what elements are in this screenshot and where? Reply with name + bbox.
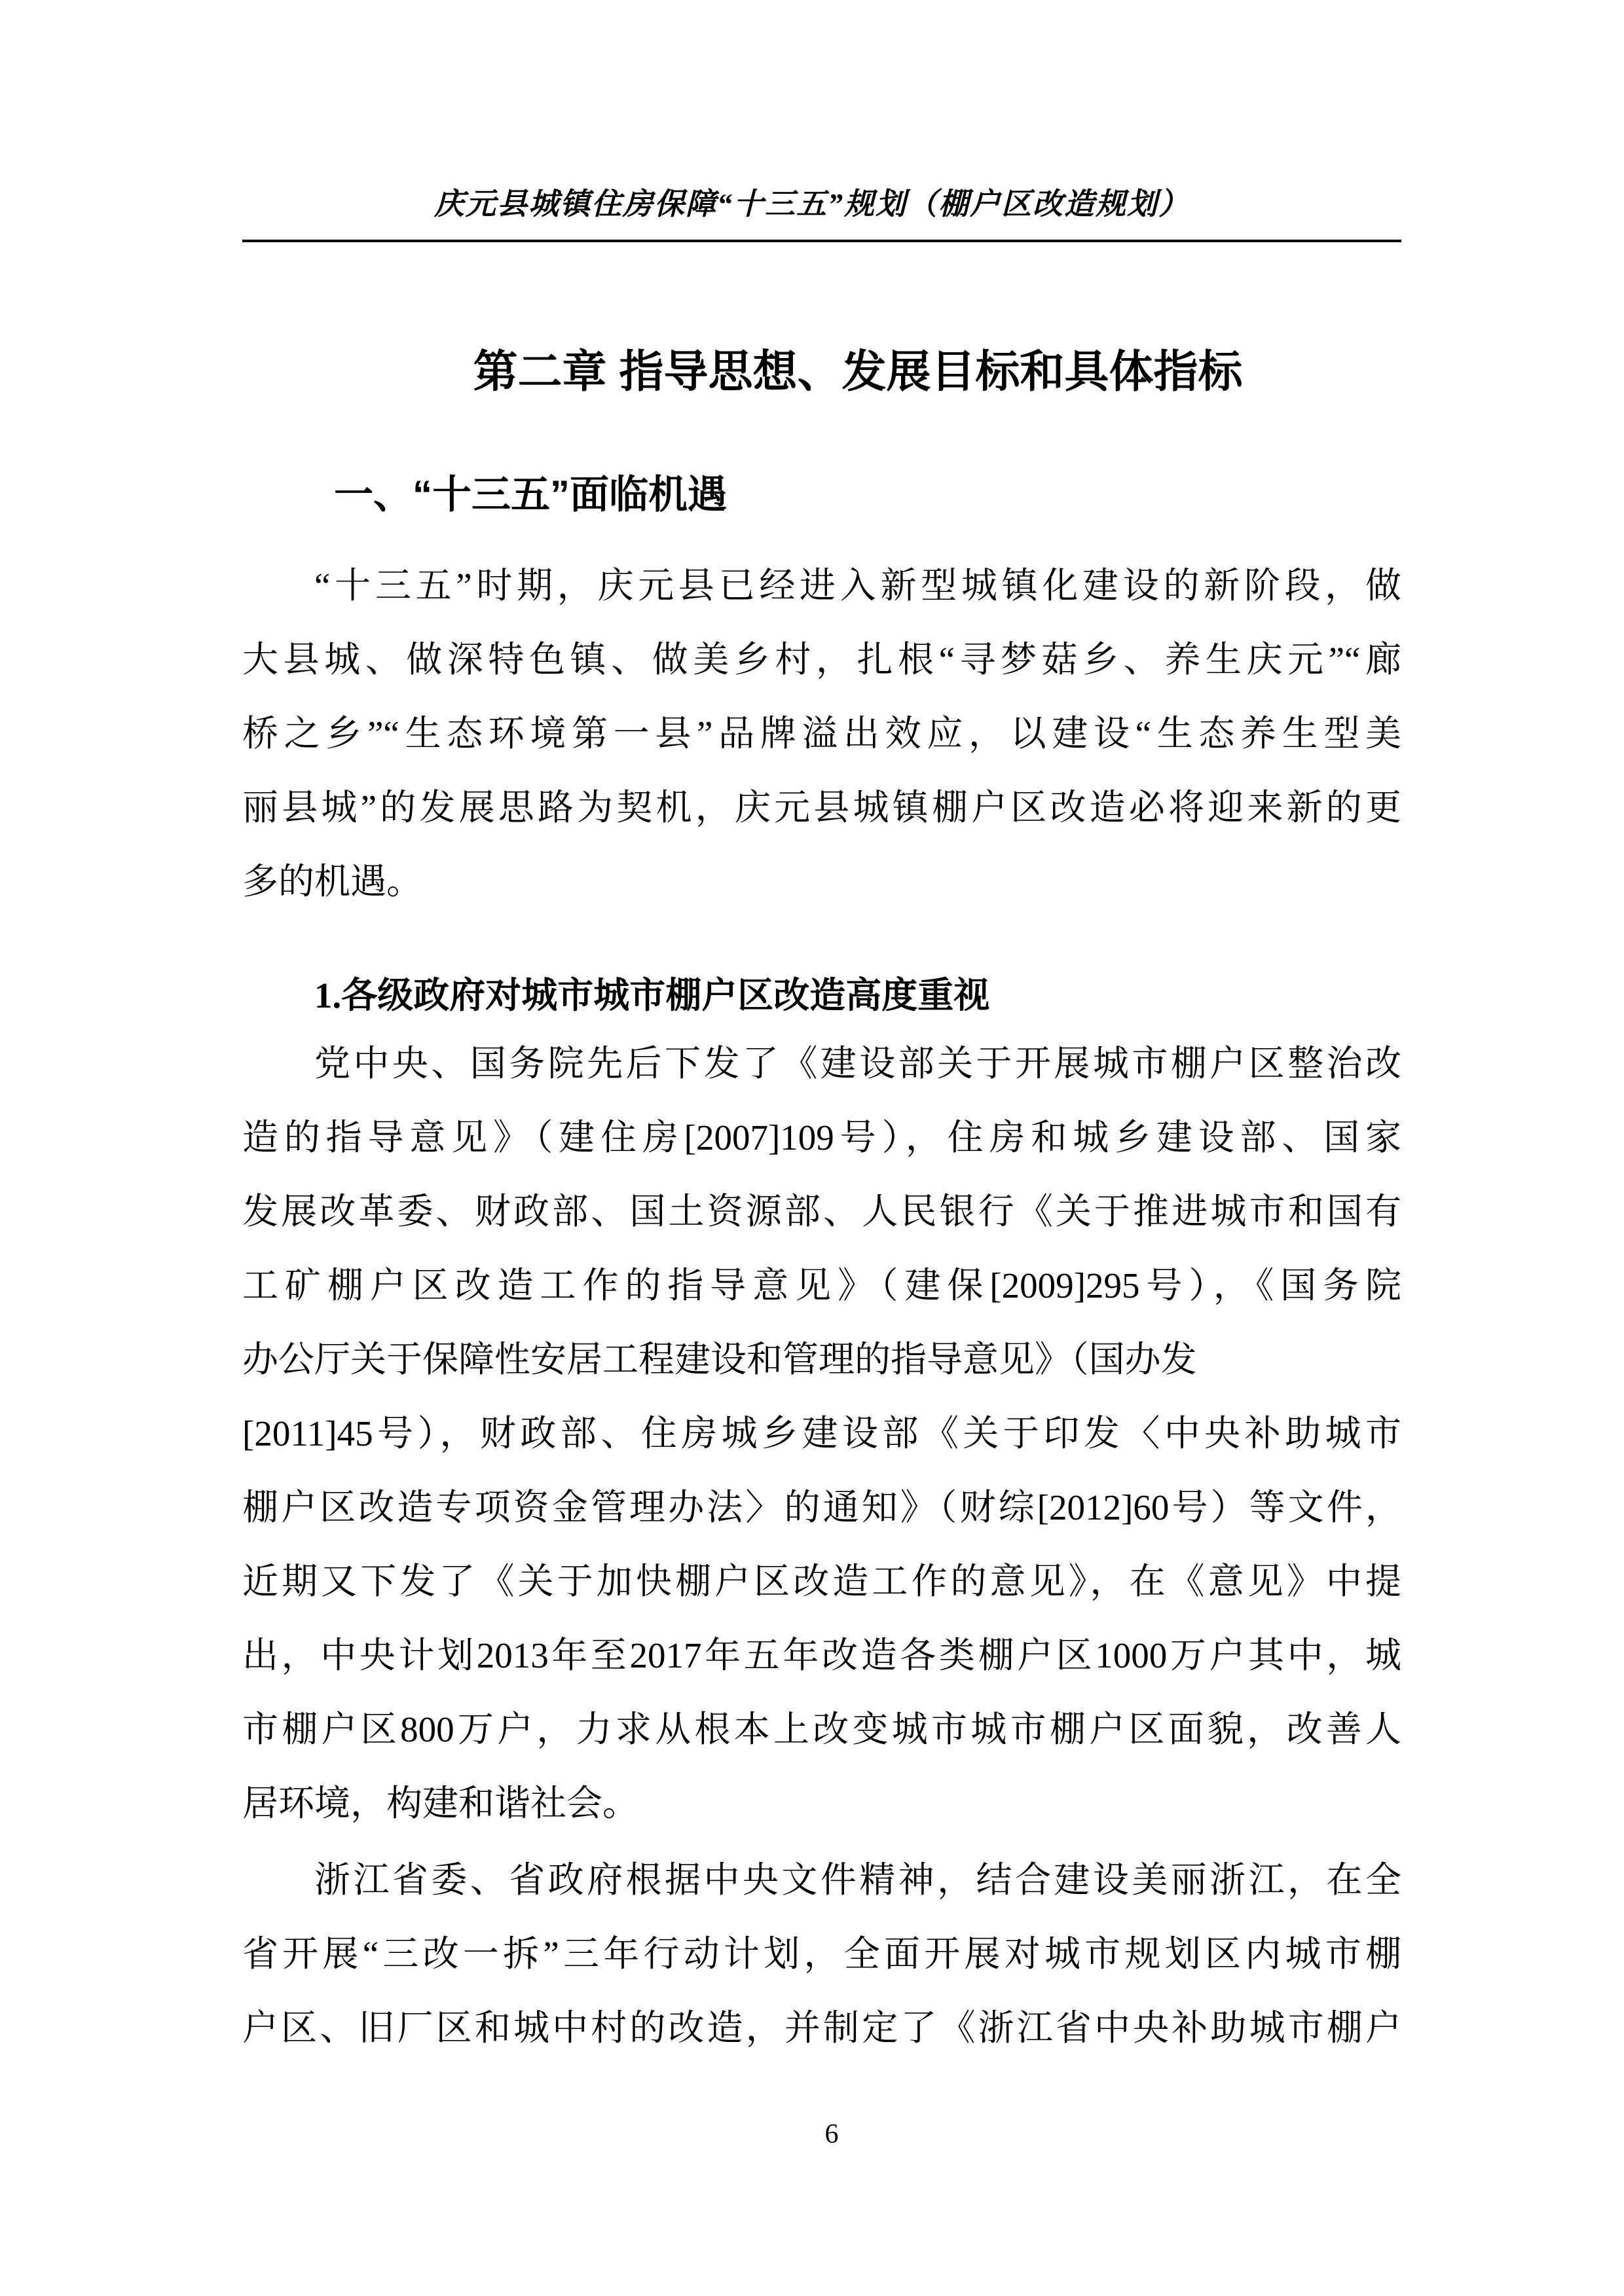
paragraph-line: 党中央、国务院先后下发了《建设部关于开展城市棚户区整治改 (314, 1044, 1401, 1084)
paragraph-line: 丽县城”的发展思路为契机，庆元县城镇棚户区改造必将迎来新的更 (242, 788, 1401, 828)
paragraph-line: 办公厅关于保障性安居工程建设和管理的指导意见》（国办发 (242, 1339, 1197, 1379)
paragraph-line: 棚户区改造专项资金管理办法〉的通知》（财综[2012]60号）等文件， (242, 1487, 1401, 1527)
paragraph-2 (242, 1027, 1401, 1840)
paragraph-3 (242, 1843, 1401, 2065)
paragraph-line: 桥之乡”“生态环境第一县”品牌溢出效应，以建设“生态养生型美 (242, 714, 1401, 754)
header-rule (242, 240, 1401, 242)
subsection-title: 1.各级政府对城市城市棚户区改造高度重视 (314, 975, 990, 1015)
paragraph-line: 工矿棚户区改造工作的指导意见》（建保[2009]295号），《国务院 (242, 1266, 1401, 1305)
paragraph-line: “十三五”时期，庆元县已经进入新型城镇化建设的新阶段，做 (314, 566, 1401, 606)
paragraph-line: [2011]45号），财政部、住房城乡建设部《关于印发〈中央补助城市 (242, 1413, 1401, 1453)
paragraph-line: 造的指导意见》（建住房[2007]109号），住房和城乡建设部、国家 (242, 1118, 1401, 1157)
paragraph-line: 浙江省委、省政府根据中央文件精神，结合建设美丽浙江，在全 (314, 1860, 1401, 1900)
running-header-title: 庆元县城镇住房保障“十三五”规划（棚户区改造规划） (434, 187, 1190, 221)
paragraph-line: 户区、旧厂区和城中村的改造，并制定了《浙江省中央补助城市棚户 (242, 2008, 1401, 2048)
paragraph-line: 发展改革委、财政部、国土资源部、人民银行《关于推进城市和国有 (242, 1192, 1401, 1231)
page-number: 6 (824, 2119, 839, 2149)
paragraph-line: 近期又下发了《关于加快棚户区改造工作的意见》，在《意见》中提 (242, 1561, 1401, 1601)
paragraph-line: 多的机遇。 (242, 862, 423, 902)
paragraph-line: 出，中央计划2013年至2017年五年改造各类棚户区1000万户其中，城 (242, 1635, 1401, 1675)
paragraph-line: 大县城、做深特色镇、做美乡村，扎根“寻梦菇乡、养生庆元”“廊 (242, 640, 1401, 680)
chapter-title: 第二章 指导思想、发展目标和具体指标 (473, 347, 1243, 397)
paragraph-1 (242, 549, 1401, 919)
paragraph-line: 市棚户区800万户，力求从根本上改变城市城市棚户区面貌，改善人 (242, 1709, 1401, 1749)
section-title: 一、“十三五”面临机遇 (334, 473, 727, 517)
paragraph-line: 居环境，构建和谐社会。 (242, 1783, 639, 1823)
paragraph-line: 省开展“三改一拆”三年行动计划，全面开展对城市规划区内城市棚 (242, 1934, 1401, 1974)
